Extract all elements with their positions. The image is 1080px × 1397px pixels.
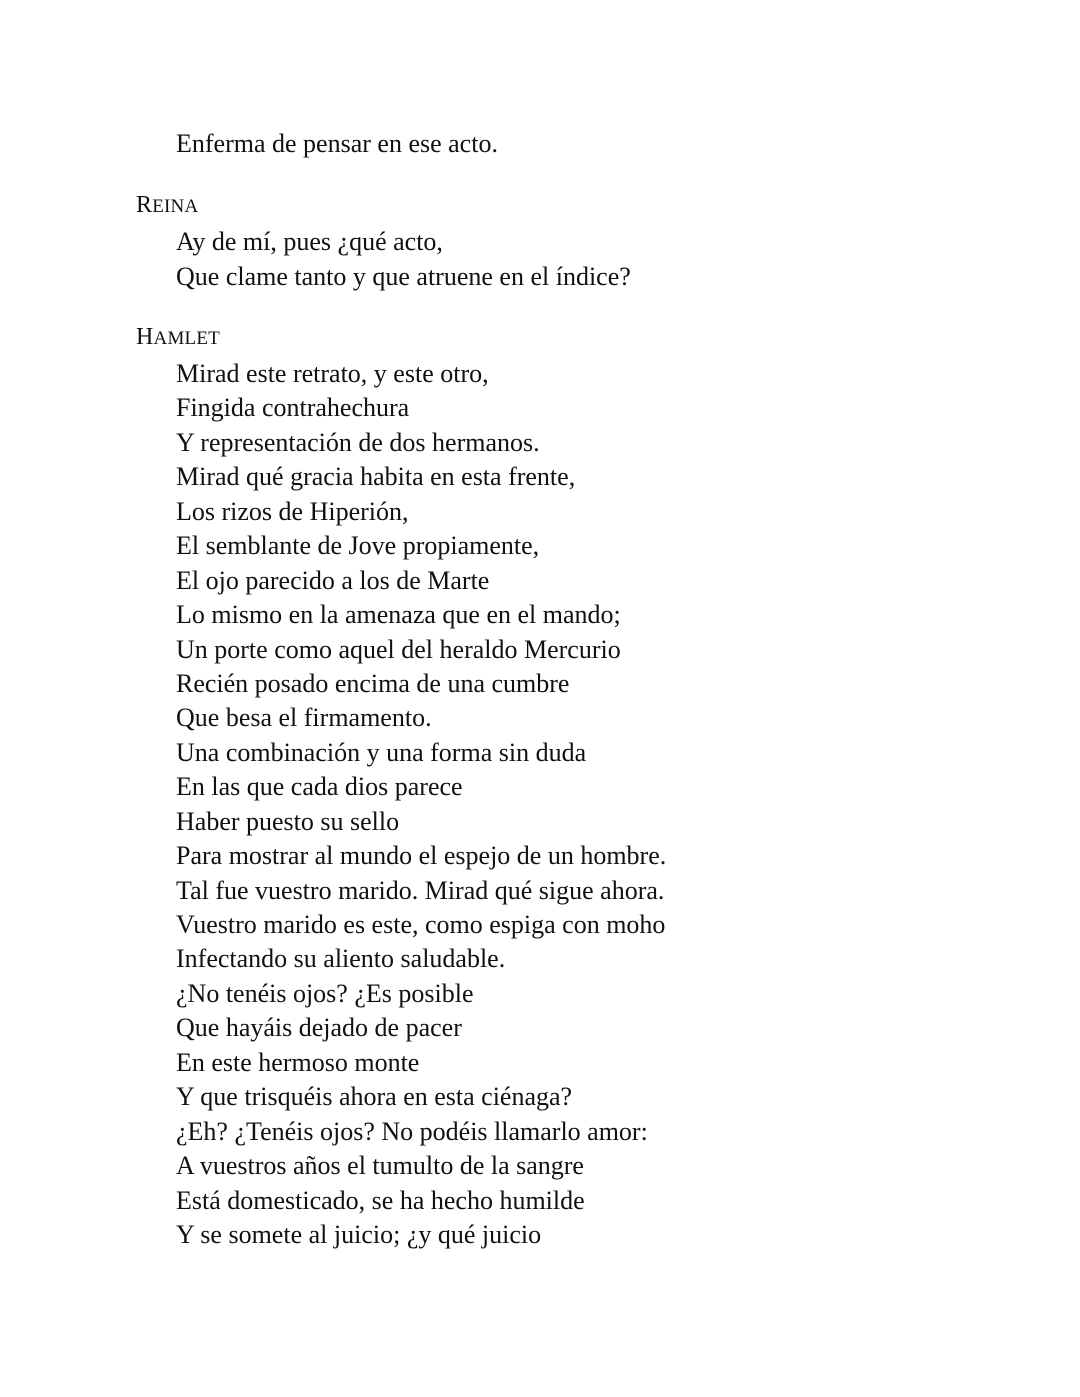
verse-line: Que hayáis dejado de pacer bbox=[176, 1013, 462, 1043]
verse-line: Una combinación y una forma sin duda bbox=[176, 737, 587, 767]
verse-line: Que clame tanto y que atruene en el índice? bbox=[176, 261, 631, 291]
verse-line: Haber puesto su sello bbox=[176, 806, 400, 836]
verse-line: Mirad qué gracia habita en esta frente, bbox=[176, 462, 576, 492]
speaker-reina-initial: R bbox=[136, 192, 153, 218]
verse-line: En las que cada dios parece bbox=[176, 772, 463, 802]
verse-line: Para mostrar al mundo el espejo de un hombre. bbox=[176, 841, 667, 871]
verse-line: Mirad este retrato, y este otro, bbox=[176, 359, 489, 388]
speaker-reina-rest: EINA bbox=[152, 196, 199, 217]
verse-line: Está domesticado, se ha hecho humilde bbox=[176, 1185, 585, 1215]
verse-line: Y se somete al juicio; ¿y qué juicio bbox=[176, 1220, 542, 1249]
verse-line: Ay de mí, pues ¿qué acto, bbox=[176, 227, 443, 256]
verse-line: Infectando su aliento saludable. bbox=[176, 944, 506, 974]
speaker-hamlet bbox=[136, 323, 220, 353]
verse-line-opening: Enferma de pensar en ese acto. bbox=[176, 129, 498, 158]
verse-line: Tal fue vuestro marido. Mirad qué sigue ahora. bbox=[176, 875, 665, 905]
verse-line: Fingida contrahechura bbox=[176, 393, 410, 423]
verse-line: ¿No tenéis ojos? ¿Es posible bbox=[176, 978, 474, 1008]
verse-line: Y representación de dos hermanos. bbox=[176, 427, 540, 457]
verse-line: En este hermoso monte bbox=[176, 1047, 420, 1077]
verse-line: A vuestros años el tumulto de la sangre bbox=[176, 1151, 584, 1181]
verse-line: Un porte como aquel del heraldo Mercurio bbox=[176, 634, 621, 664]
verse-line: Vuestro marido es este, como espiga con moho bbox=[176, 910, 666, 940]
speaker-hamlet-initial: H bbox=[136, 324, 154, 350]
verse-line: El semblante de Jove propiamente, bbox=[176, 531, 540, 561]
verse-line: Lo mismo en la amenaza que en el mando; bbox=[176, 600, 621, 630]
verse-line: Los rizos de Hiperión, bbox=[176, 496, 409, 526]
verse-line: ¿Eh? ¿Tenéis ojos? No podéis llamarlo amor: bbox=[176, 1116, 648, 1146]
verse-line: El ojo parecido a los de Marte bbox=[176, 565, 490, 595]
verse-line: Recién posado encima de una cumbre bbox=[176, 668, 570, 698]
speaker-reina bbox=[136, 191, 198, 221]
verse-line: Que besa el firmamento. bbox=[176, 703, 432, 733]
speaker-hamlet-rest: AMLET bbox=[153, 328, 220, 349]
verse-line: Y que trisquéis ahora en esta ciénaga? bbox=[176, 1082, 573, 1112]
